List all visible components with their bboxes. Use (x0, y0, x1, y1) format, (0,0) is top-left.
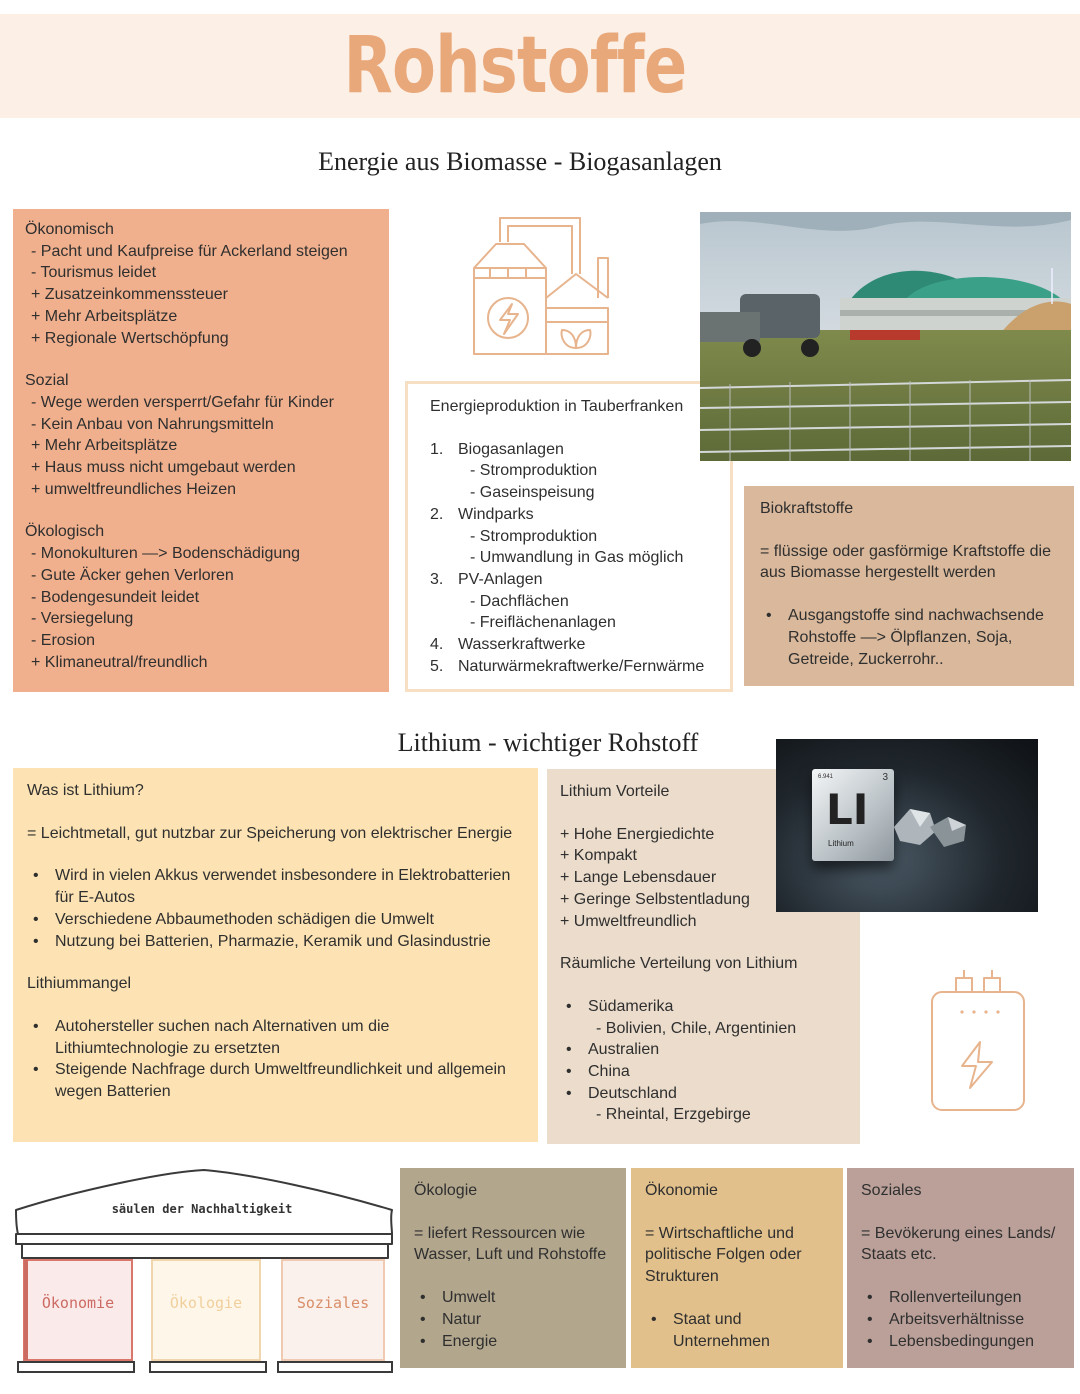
card-title: Ökonomie (645, 1182, 718, 1199)
sustainability-temple (12, 1166, 396, 1380)
card-bullet: • Lebensbedingungen (889, 1331, 1064, 1353)
production-item: 1. Biogasanlagen (430, 440, 564, 458)
card-social (847, 1168, 1074, 1368)
temple-title: säulen der Nachhaltigkeit (111, 1202, 293, 1216)
effects-item: + Mehr Arbeitsplätze (31, 437, 178, 455)
card-title: Soziales (861, 1182, 922, 1199)
pillar-ecology: Ökologie (169, 1294, 243, 1312)
advantage-item: + Umweltfreundlich (560, 912, 697, 930)
effects-item: - Wege werden versperrt/Gefahr für Kinder (31, 393, 334, 411)
production-title: Energieproduktion in Tauberfranken (430, 398, 684, 415)
lithium-photo (776, 739, 1038, 912)
effects-item: + Klimaneutral/freundlich (31, 653, 208, 671)
region-item: • Australien (588, 1039, 850, 1061)
pillar-economy: Ökonomie (41, 1294, 115, 1312)
card-bullet: • Rollenverteilungen (889, 1287, 1064, 1309)
card-bullet: • Arbeitsverhältnisse (889, 1309, 1064, 1331)
temple-drawing (12, 1166, 396, 1380)
lithium-bullet: • Nutzung bei Batterien, Pharmazie, Keramik und Glasindustrie (55, 931, 524, 953)
effects-item: - Kein Anbau von Nahrungsmitteln (31, 415, 274, 433)
lithium-shortage-title: Lithiummangel (27, 975, 132, 993)
lithium-shortage-bullet: • Steigende Nachfrage durch Umweltfreundlichkeit und allgemein wegen Batterien (55, 1059, 524, 1102)
biofuels-panel (744, 486, 1074, 686)
advantages-title: Lithium Vorteile (560, 783, 670, 800)
effects-item: - Tourismus leidet (31, 264, 157, 282)
lithium-bullet: • Verschiedene Abbaumethoden schädigen die Umwelt (55, 909, 524, 931)
card-bullet: • Natur (442, 1309, 616, 1331)
effects-item: + umweltfreundliches Heizen (31, 480, 236, 498)
production-subitem: - Gaseinspeisung (470, 484, 595, 502)
biomass-effects-panel (13, 209, 389, 692)
effects-item: - Gute Äcker gehen Verloren (31, 566, 234, 584)
effects-economic-title: Ökonomisch (25, 221, 114, 238)
lithium-heading: Lithium - wichtiger Rohstoff (397, 728, 699, 757)
element-name: Lithium (828, 839, 854, 848)
region-sub: - Rheintal, Erzgebirge (596, 1106, 751, 1124)
lithium-what-title: Was ist Lithium? (27, 782, 144, 799)
production-subitem: - Umwandlung in Gas möglich (470, 549, 684, 567)
effects-item: + Haus muss nicht umgebaut werden (31, 459, 296, 477)
effects-item: + Mehr Arbeitsplätze (31, 307, 178, 325)
advantage-item: + Kompakt (560, 847, 637, 865)
card-definition: = liefert Ressourcen wie Wasser, Luft und Rohstoffe (414, 1224, 607, 1264)
effects-social-title: Sozial (25, 372, 69, 390)
effects-item: - Erosion (31, 631, 96, 649)
production-subitem: - Stromproduktion (470, 527, 598, 545)
production-subitem: - Freiflächenanlagen (470, 614, 616, 632)
lithium-element-tile (812, 769, 894, 861)
battery-icon (928, 966, 1028, 1114)
lithium-shortage-bullet: • Autohersteller suchen nach Alternativen um die Lithiumtechnologie zu ersetzten (55, 1016, 524, 1059)
biofuels-bullet: • Ausgangstoffe sind nachwachsende Rohstoffe —> Ölpflanzen, Soja, Getreide, Zuckerrohr.. (788, 605, 1060, 670)
energy-production-panel (405, 381, 733, 692)
biogas-plant-icon (468, 212, 618, 358)
production-subitem: - Dachflächen (470, 592, 569, 610)
production-subitem: - Stromproduktion (470, 462, 598, 480)
element-mass: 6.941 (818, 774, 834, 780)
biofuels-definition: = flüssige oder gasförmige Kraftstoffe die aus Biomasse hergestellt werden (760, 542, 1051, 582)
pillar-social: Soziales (296, 1294, 370, 1312)
effects-item: + Zusatzeinkommenssteuer (31, 286, 228, 304)
effects-item: - Bodengesundeit leidet (31, 588, 200, 606)
effects-item: - Monokulturen —> Bodenschädigung (31, 545, 301, 563)
region-item: • China (588, 1061, 850, 1083)
lithium-bullet: • Wird in vielen Akkus verwendet insbesondere in Elektrobatterien für E-Autos (55, 865, 524, 908)
card-bullet: • Staat und Unternehmen (673, 1309, 833, 1352)
region-sub: - Bolivien, Chile, Argentinien (596, 1019, 797, 1037)
lithium-definition: = Leichtmetall, gut nutzbar zur Speicherung von elektrischer Energie (27, 824, 513, 842)
region-item: • Südamerika (588, 996, 850, 1018)
effects-item: - Pacht und Kaufpreise für Ackerland steigen (31, 242, 348, 260)
production-item: 2. Windparks (430, 505, 534, 523)
card-bullet: • Energie (442, 1331, 616, 1353)
biomass-heading: Energie aus Biomasse - Biogasanlagen (318, 147, 722, 176)
effects-item: - Versiegelung (31, 610, 134, 628)
biofuels-title: Biokraftstoffe (760, 500, 854, 517)
biogas-plant-photo (700, 212, 1071, 461)
card-bullet: • Umwelt (442, 1287, 616, 1309)
advantage-item: + Lange Lebensdauer (560, 869, 717, 887)
distribution-title: Räumliche Verteilung von Lithium (560, 955, 798, 973)
advantage-item: + Geringe Selbstentladung (560, 890, 750, 908)
card-economy (631, 1168, 843, 1368)
region-item: • Deutschland (588, 1083, 850, 1105)
production-item: 5. Naturwärmekraftwerke/Fernwärme (430, 657, 705, 675)
lithium-ore-rocks (886, 797, 976, 853)
effects-item: + Regionale Wertschöpfung (31, 329, 229, 347)
element-number: 3 (882, 772, 888, 783)
production-item: 4. Wasserkraftwerke (430, 636, 586, 654)
card-ecology (400, 1168, 626, 1368)
element-symbol: LI (826, 785, 869, 834)
effects-ecological-title: Ökologisch (25, 523, 105, 541)
advantage-item: + Hohe Energiedichte (560, 825, 715, 843)
card-definition: = Bevökerung eines Lands/ Staats etc. (861, 1224, 1056, 1264)
card-title: Ökologie (414, 1182, 478, 1199)
production-item: 3. PV-Anlagen (430, 570, 543, 588)
lithium-info-panel (13, 768, 538, 1142)
card-definition: = Wirtschaftliche und politische Folgen oder Strukturen (645, 1224, 802, 1286)
page-title: Rohstoffe (343, 21, 687, 111)
